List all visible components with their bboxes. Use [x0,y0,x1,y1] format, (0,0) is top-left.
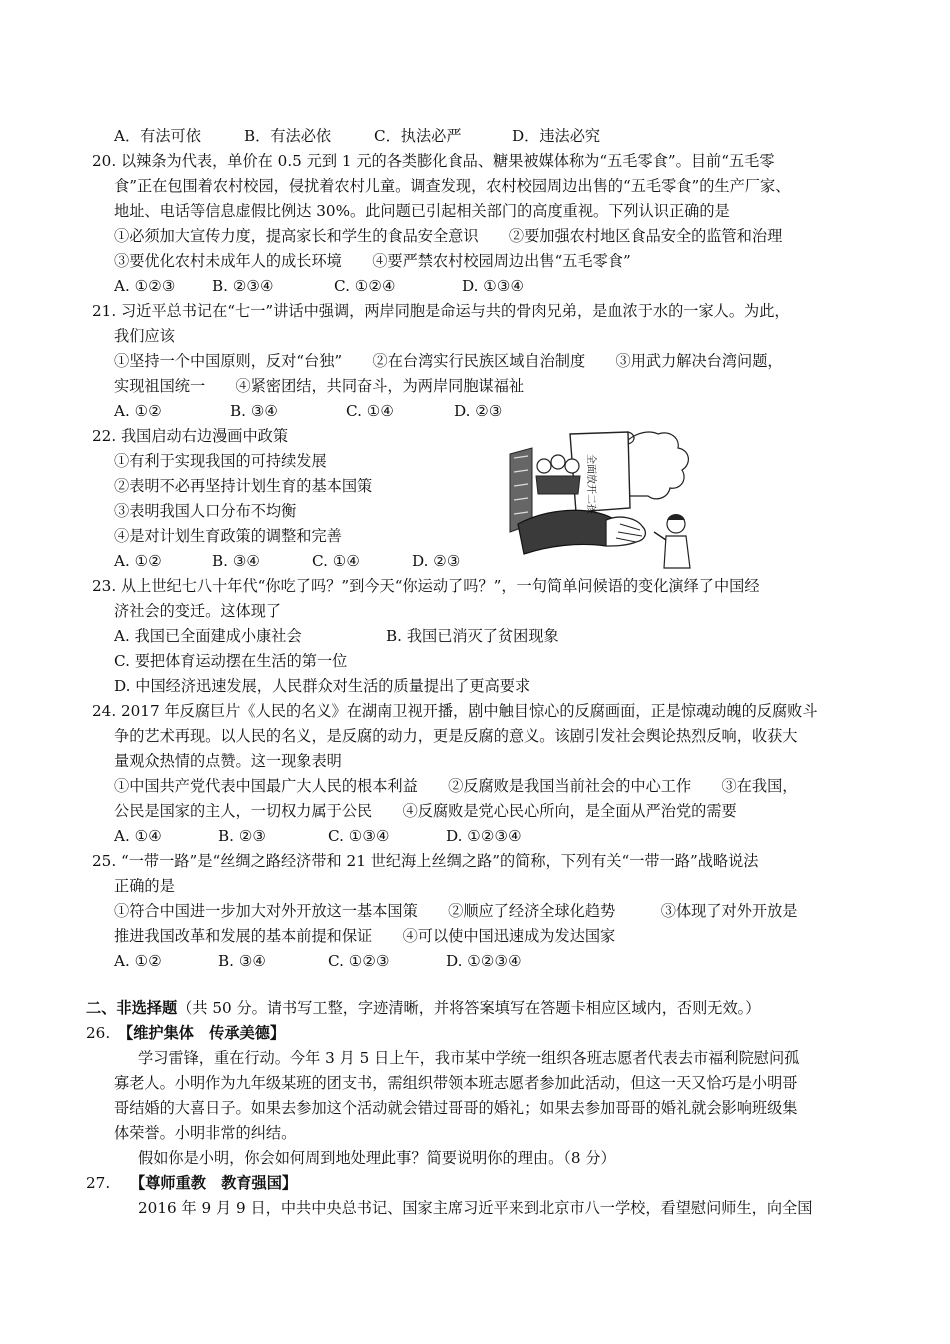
q24-option-b: B. ②③ [218,827,267,845]
q23-line: 济社会的变迁。这体现了 [114,602,282,620]
q22-line: ①有利于实现我国的可持续发展 [114,452,327,470]
q20-line: 20. 以辣条为代表，单价在 0.5 元到 1 元的各类膨化食品、糖果被媒体称为“五毛零食”。目前“五毛零 [92,152,775,170]
q24-line: 24. 2017 年反腐巨片《人民的名义》在湖南卫视开播，剧中触目惊心的反腐画面，正是惊魂动魄的反腐败斗 [92,702,818,720]
q26-paragraph-line: 学习雷锋，重在行动。今年 3 月 5 日上午，我市某中学统一组织各班志愿者代表去市福利院慰问孤 [138,1049,800,1067]
q25-option-b: B. ③④ [218,952,267,970]
q20-line: 食”正在包围着农村校园，侵扰着农村儿童。调查发现，农村校园周边出售的“五毛零食”的生产厂家、 [114,177,791,195]
q22-option-a: A. ①② [114,552,162,570]
q25-line: ①符合中国进一步加大对外开放这一基本国策 ②顺应了经济全球化趋势 ③体现了对外开放是 [114,902,798,920]
q27-header [86,1171,297,1195]
section-2-note: （共 50 分。请书写工整，字迹清晰，并将答案填写在答题卡相应区域内，否则无效。） [177,999,761,1017]
q26-paragraph-line: 体荣誉。小明非常的纠结。 [114,1124,297,1142]
q19-option-b: B．有法必依 [244,127,332,145]
q24-option-a: A. ①④ [114,827,162,845]
q24-line: 争的艺术再现。以人民的名义，是反腐的动力，更是反腐的意义。该剧引发社会舆论热烈反响，收获大 [114,727,798,745]
cartoon-caption: 全面放开二孩 [585,454,596,514]
q25-option-c: C. ①②③ [328,952,390,970]
q20-option-b: B. ②③④ [212,277,274,295]
q21-option-d: D. ②③ [454,402,503,420]
q24-options [114,824,522,848]
policy-cartoon [508,428,696,570]
q22-options [114,549,461,573]
q20-option-a: A. ①②③ [114,277,176,295]
q26-paragraph-line: 哥结婚的大喜日子。如果去参加这个活动就会错过哥哥的婚礼；如果去参加哥哥的婚礼就会影响班级集 [114,1099,798,1117]
q21-line: ①坚持一个中国原则，反对“台独” ②在台湾实行民族区域自治制度 ③用武力解决台湾问题， [114,352,783,370]
q19-options [114,124,600,148]
q20-line: ③要优化农村未成年人的成长环境 ④要严禁农村校园周边出售“五毛零食” [114,252,631,270]
q27-paragraph-line: 2016 年 9 月 9 日，中共中央总书记、国家主席习近平来到北京市八一学校，看望慰问师生，向全国 [138,1199,813,1217]
q23-options-ab [114,624,559,648]
q24-option-c: C. ①③④ [328,827,390,845]
q24-line: 量观众热情的点赞。这一现象表明 [114,752,342,770]
q19-option-d: D．违法必究 [512,127,601,145]
q19-option-a: A．有法可依 [114,127,201,145]
q19-option-c: C．执法必严 [374,127,462,145]
q20-option-c: C. ①②④ [334,277,396,295]
q21-option-c: C. ①④ [346,402,394,420]
q23-option-b: B. 我国已消灭了贫困现象 [386,627,559,645]
q26-header [86,1021,285,1045]
q22-option-b: B. ③④ [212,552,261,570]
q20-option-d: D. ①③④ [462,277,525,295]
q27-title: 【尊师重教 教育强国】 [130,1174,298,1192]
q25-options [114,949,522,973]
q21-line: 实现祖国统一 ④紧密团结，共同奋斗，为两岸同胞谋福祉 [114,377,525,395]
q23-option-d: D. 中国经济迅速发展，人民群众对生活的质量提出了更高要求 [114,677,531,695]
q25-option-d: D. ①②③④ [446,952,522,970]
q26-question: 假如你是小明，你会如何周到地处理此事？简要说明你的理由。（8 分） [138,1149,616,1167]
q23-line: 23. 从上世纪七八十年代“你吃了吗？”到今天“你运动了吗？”，一句简单问候语的变化演绎了中国经 [92,577,760,595]
q21-line: 21. 习近平总书记在“七一”讲话中强调，两岸同胞是命运与共的骨肉兄弟，是血浓于水的一家人。为此， [92,302,790,320]
q26-paragraph-line: 寡老人。小明作为九年级某班的团支书，需组织带领本班志愿者参加此活动，但这一天又恰巧是小明哥 [114,1074,798,1092]
q22-option-d: D. ②③ [412,552,461,570]
q22-line: 22. 我国启动右边漫画中政策 [92,427,289,445]
q21-option-a: A. ①② [114,402,162,420]
q21-option-b: B. ③④ [230,402,279,420]
section-2-heading: 二、非选择题 [86,999,178,1017]
q22-line: ④是对计划生育政策的调整和完善 [114,527,342,545]
q24-option-d: D. ①②③④ [446,827,522,845]
q25-line: 25. “一带一路”是“丝绸之路经济带和 21 世纪海上丝绸之路”的简称，下列有关“一带一路”战略说法 [92,852,759,870]
q20-line: ①必须加大宣传力度，提高家长和学生的食品安全意识 ②要加强农村地区食品安全的监管和治理 [114,227,783,245]
q22-option-c: C. ①④ [312,552,360,570]
q21-options [114,399,503,423]
q22-line: ②表明不必再坚持计划生育的基本国策 [114,477,373,495]
q25-option-a: A. ①② [114,952,162,970]
q26-title: 【维护集体 传承美德】 [118,1024,286,1042]
q25-line: 推进我国改革和发展的基本前提和保证 ④可以使中国迅速成为发达国家 [114,927,616,945]
q23-option-c: C. 要把体育运动摆在生活的第一位 [114,652,348,670]
q26-number: 26. [86,1024,111,1042]
q21-line: 我们应该 [114,327,175,345]
q27-number: 27. [86,1174,111,1192]
q24-line: 公民是国家的主人，一切权力属于公民 ④反腐败是党心民心所向，是全面从严治党的需要 [114,802,737,820]
q22-line: ③表明我国人口分布不均衡 [114,502,297,520]
q25-line: 正确的是 [114,877,175,895]
q20-line: 地址、电话等信息虚假比例达 30%。此问题已引起相关部门的高度重视。下列认识正确的是 [114,202,730,220]
q20-options [114,274,524,298]
q23-option-a: A. 我国已全面建成小康社会 [114,627,302,645]
section-2-header [86,996,760,1020]
q24-line: ①中国共产党代表中国最广大人民的根本利益 ②反腐败是我国当前社会的中心工作 ③在我国， [114,777,798,795]
